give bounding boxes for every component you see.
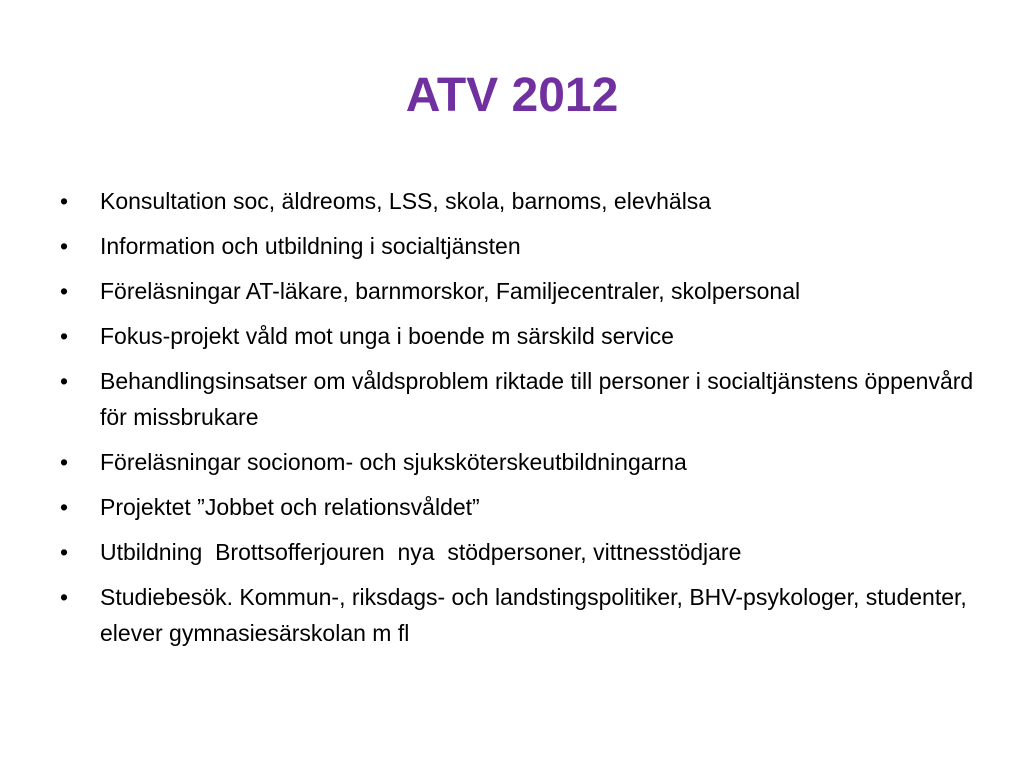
bullet-dot-icon: •	[60, 233, 69, 259]
bullet-text: Utbildning Brottsofferjouren nya stödpersoner, vittnesstödjare	[100, 539, 742, 565]
bullet-dot-icon: •	[60, 449, 69, 475]
list-item	[60, 183, 980, 219]
bullet-text: Konsultation soc, äldreoms, LSS, skola, barnoms, elevhälsa	[100, 188, 712, 214]
bullet-dot-icon: •	[60, 494, 69, 520]
bullet-list	[60, 183, 980, 660]
bullet-text: Föreläsningar socionom- och sjuksköterskeutbildningarna	[100, 449, 687, 475]
bullet-dot-icon: •	[60, 188, 69, 214]
bullet-text: Behandlingsinsatser om våldsproblem riktade till personer i socialtjänstens öppenvård för missbrukare	[100, 368, 980, 430]
bullet-text: Fokus-projekt våld mot unga i boende m särskild service	[100, 323, 674, 349]
bullet-dot-icon: •	[60, 278, 69, 304]
list-item	[60, 534, 980, 570]
bullet-dot-icon: •	[60, 368, 69, 394]
bullet-dot-icon: •	[60, 584, 69, 610]
bullet-dot-icon: •	[60, 323, 69, 349]
slide-title: ATV 2012	[405, 69, 619, 122]
list-item	[60, 318, 980, 354]
list-item	[60, 228, 980, 264]
list-item	[60, 273, 980, 309]
bullet-dot-icon: •	[60, 539, 69, 565]
bullet-text: Studiebesök. Kommun-, riksdags- och landstingspolitiker, BHV-psykologer, studenter, elever gymnasiesärskolan m fl	[100, 584, 974, 646]
list-item	[60, 579, 980, 651]
list-item	[60, 363, 980, 435]
bullet-text: Projektet ”Jobbet och relationsvåldet”	[100, 494, 480, 520]
list-item	[60, 444, 980, 480]
list-item	[60, 489, 980, 525]
bullet-text: Föreläsningar AT-läkare, barnmorskor, Familjecentraler, skolpersonal	[100, 278, 801, 304]
bullet-text: Information och utbildning i socialtjänsten	[100, 233, 521, 259]
